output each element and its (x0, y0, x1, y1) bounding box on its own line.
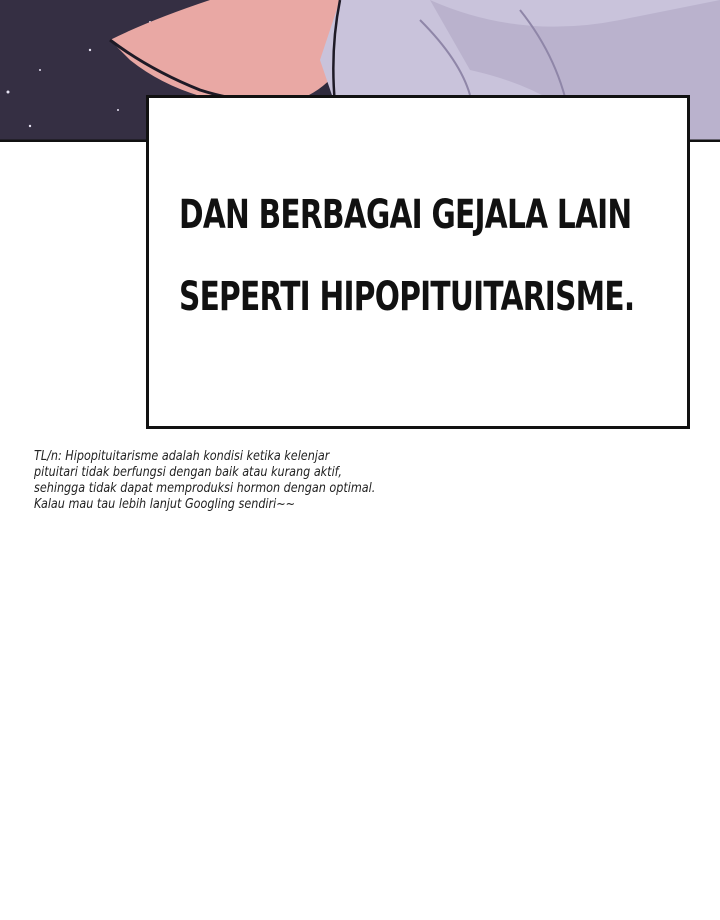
narration-box (146, 95, 690, 429)
translator-note-line-4: Kalau mau tau lebih lanjut Googling sendiri~~ (34, 496, 296, 512)
translator-note-line-3: sehingga tidak dapat memproduksi hormon dengan optimal. (34, 480, 376, 496)
narration-line-2: SEPERTI HIPOPITUITARISME. (179, 274, 635, 320)
translator-note-line-1: TL/n: Hipopituitarisme adalah kondisi ketika kelenjar (34, 448, 330, 464)
translator-note (34, 448, 594, 512)
narration-line-1: DAN BERBAGAI GEJALA LAIN (179, 192, 632, 238)
translator-note-line-2: pituitari tidak berfungsi dengan baik atau kurang aktif, (34, 464, 342, 480)
